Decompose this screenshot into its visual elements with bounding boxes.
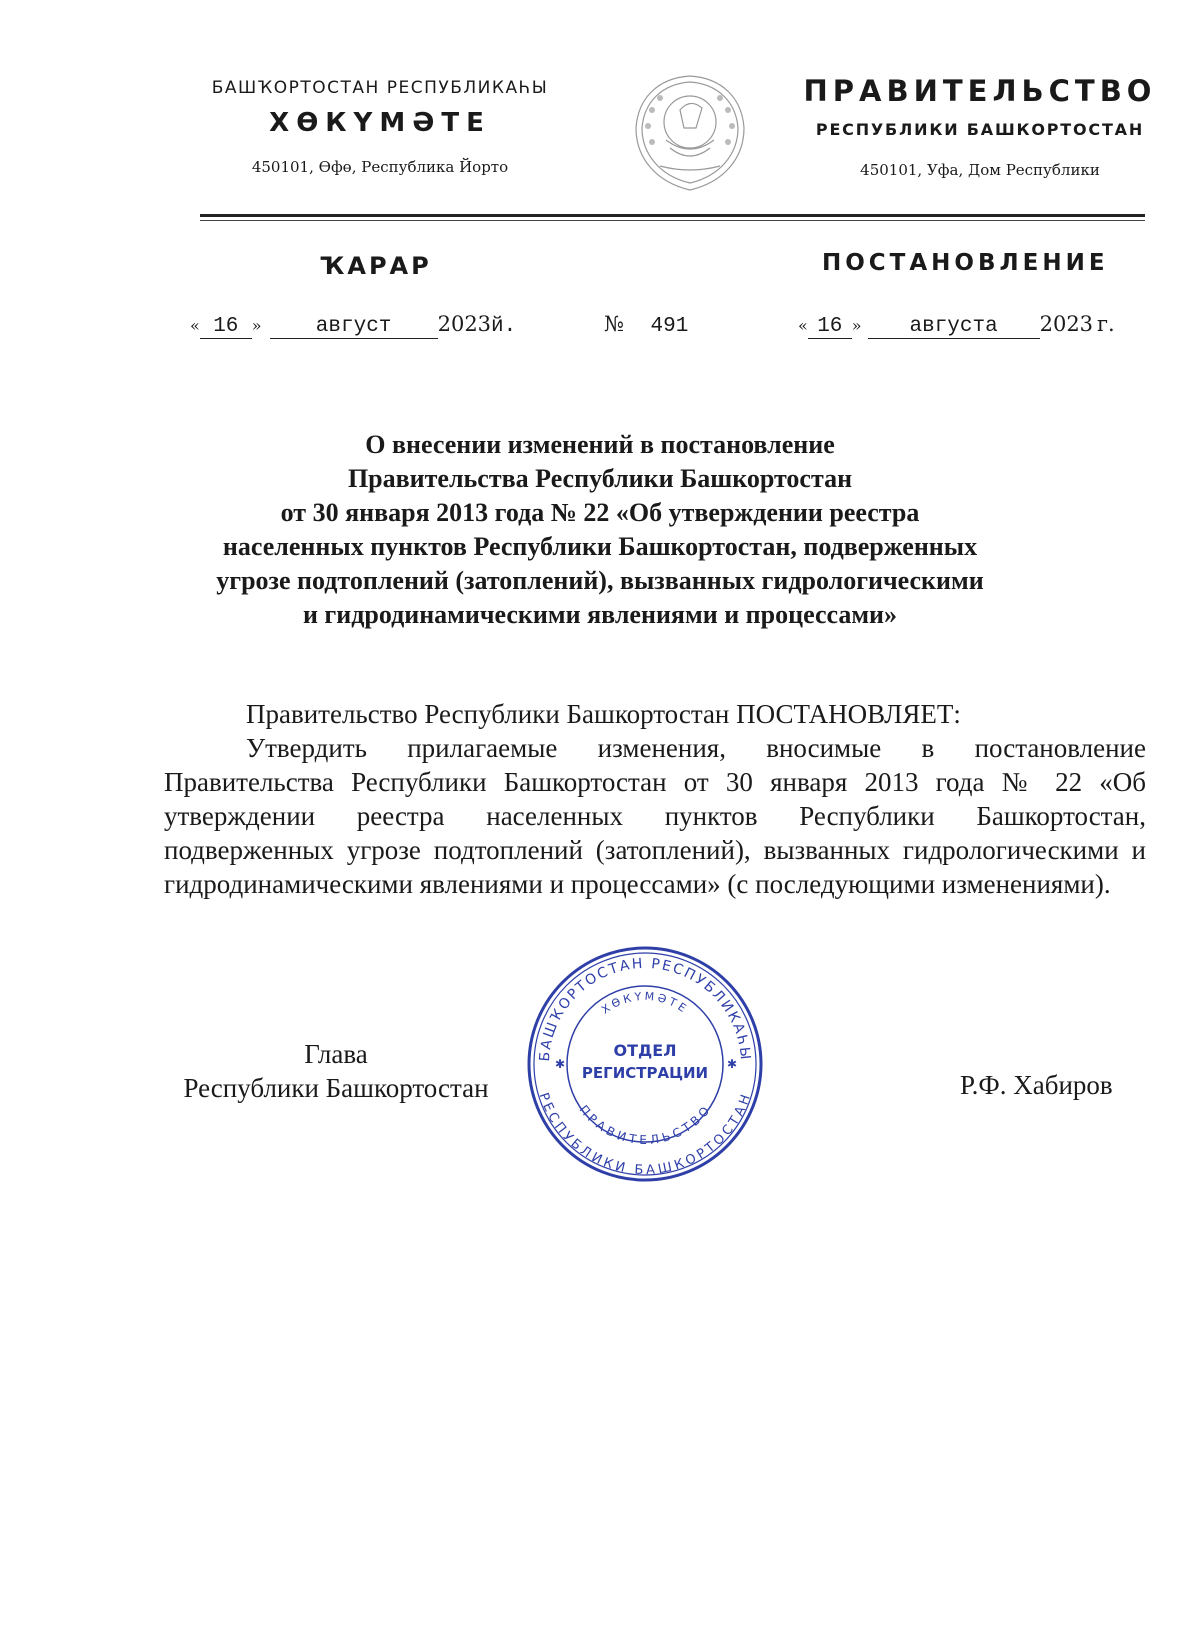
date-left-day: 16 — [200, 316, 252, 339]
title-line: О внесении изменений в постановление — [365, 430, 835, 459]
body-paragraph-approve: Утвердить прилагаемые изменения, вносимые в постановление Правительства Республики Башкортостан от 30 января 2013 года № 22 «Об утверждении реестра населенных пунктов Республики Башкортостан, подверженных угрозе подтоплений (затоплений), вызванных гидрологическими и гидродинамическими явлениями и процессами» (с последующими изменениями). — [164, 733, 1146, 899]
date-left-suffix: й. — [491, 315, 517, 338]
date-left-year: 2023 — [437, 312, 492, 336]
header-left-government: ХӨКҮМӘТЕ — [269, 108, 491, 138]
header-rule — [200, 214, 1145, 217]
date-left-month: август — [270, 316, 438, 339]
stamp-outer-bottom: РЕСПУБЛИКИ БАШКОРТОСТАН — [535, 1090, 755, 1179]
stamp-outer-top: БАШҠОРТОСТАН РЕСПУБЛИКАҺЫ — [536, 955, 754, 1063]
date-right-year: 2023 — [1039, 312, 1094, 336]
date-right-open-quote: « — [798, 316, 808, 335]
registration-stamp — [525, 944, 765, 1184]
header-right — [790, 74, 1170, 179]
document-title — [150, 428, 1050, 632]
date-right-day: 16 — [808, 316, 852, 339]
document-number — [604, 312, 688, 338]
number-sign: № — [604, 312, 624, 336]
stamp-center-line2: РЕГИСТРАЦИИ — [581, 1064, 709, 1082]
stamp-center-line1: ОТДЕЛ — [613, 1041, 677, 1060]
signature-name: Р.Ф. Хабиров — [960, 1070, 1113, 1100]
title-line: от 30 января 2013 года № 22 «Об утверждении реестра — [280, 498, 920, 527]
title-line: населенных пунктов Республики Башкортостан, подверженных — [222, 532, 978, 561]
date-left-close-quote: » — [251, 316, 262, 335]
date-left — [190, 312, 516, 339]
date-right — [798, 312, 1115, 339]
header-left-republic: БАШҠОРТОСТАН РЕСПУБЛИКАҺЫ — [211, 78, 549, 98]
header-left — [185, 78, 575, 176]
stamp-inner-bottom: ПРАВИТЕЛЬСТВО — [576, 1102, 714, 1148]
header-right-address: 450101, Уфа, Дом Республики — [860, 161, 1100, 179]
signature-title-line2: Республики Башкортостан — [183, 1073, 489, 1103]
title-line: Правительства Республики Башкортостан — [347, 464, 853, 493]
stamp-star-icon: ✱ — [727, 1057, 738, 1071]
signature-title — [160, 1037, 512, 1105]
date-right-close-quote: » — [851, 316, 862, 335]
number-value: 491 — [650, 315, 689, 338]
header-right-republic: РЕСПУБЛИКИ БАШКОРТОСТАН — [815, 120, 1145, 139]
date-right-suffix: г. — [1097, 312, 1115, 336]
coat-of-arms-icon — [630, 70, 750, 195]
header-right-government: ПРАВИТЕЛЬСТВО — [803, 74, 1157, 108]
stamp-star-icon: ✱ — [555, 1057, 566, 1071]
stamp-inner-top: ХӨКҮМӘТЕ — [599, 989, 691, 1017]
document-body — [164, 697, 1146, 901]
title-line: угрозе подтоплений (затоплений), вызванных гидрологическими — [216, 566, 984, 595]
doc-type-bashkir: ҠАРАР — [320, 252, 432, 280]
date-right-month: августа — [868, 316, 1040, 339]
signature-title-line1: Глава — [304, 1039, 368, 1069]
title-line: и гидродинамическими явлениями и процессами» — [302, 600, 898, 629]
date-left-open-quote: « — [190, 316, 200, 335]
header-left-address: 450101, Өфө, Республика Йорто — [251, 158, 509, 176]
doc-type-russian: ПОСТАНОВЛЕНИЕ — [822, 250, 1109, 276]
body-paragraph-resolve: Правительство Республики Башкортостан ПОСТАНОВЛЯЕТ: — [246, 699, 961, 729]
header-rule-thin — [200, 220, 1145, 221]
